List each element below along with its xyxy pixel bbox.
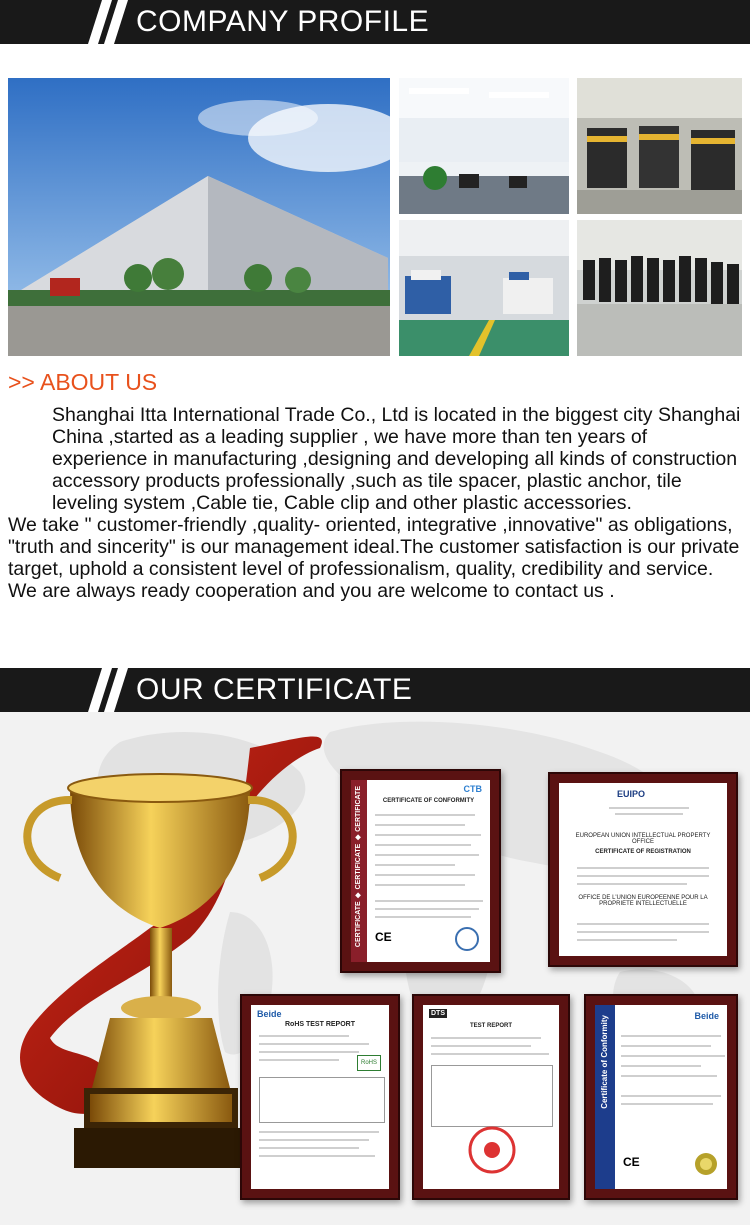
ctb-logo: CTB xyxy=(463,784,482,794)
dts-logo: DTS xyxy=(431,1010,445,1017)
results-table xyxy=(259,1077,385,1123)
about-us-text xyxy=(8,404,746,602)
registration-title: CERTIFICATE OF REGISTRATION xyxy=(595,849,691,855)
dts-test-report xyxy=(412,994,570,1200)
rohs-certificate xyxy=(240,994,400,1200)
red-seal-icon xyxy=(467,1125,517,1175)
certificate-side-band xyxy=(595,1005,615,1189)
factory-building-photo xyxy=(8,78,390,356)
company-profile-band xyxy=(0,0,750,44)
team-photo xyxy=(577,220,742,356)
warehouse-rolls-photo xyxy=(577,78,742,214)
certificate-side-text: Certificate of Conformity xyxy=(600,1015,609,1109)
certificate-of-conformity xyxy=(584,994,738,1200)
about-paragraph-1: Shanghai Itta International Trade Co., Ltd is located in the biggest city Shanghai China ,started as a leading supplier , we have more than ten years of experience in manufacturing ,designing and developing all kinds of construction accessory products professionally ,such as tile spacer, plastic anchor, tile leveling system ,Cable tie, Cable clip and other plastic accessories. xyxy=(52,404,741,514)
slash-decoration-icon xyxy=(88,668,132,712)
beide-logo: Beide xyxy=(257,1009,282,1019)
company-profile-title: COMPANY PROFILE xyxy=(136,5,430,38)
injection-workshop-photo xyxy=(399,220,569,356)
test-report-title: TEST REPORT xyxy=(469,1023,512,1029)
certificate-section xyxy=(0,712,750,1225)
about-us-heading: >> ABOUT US xyxy=(8,369,158,395)
certificate-title: CERTIFICATE OF CONFORMITY xyxy=(382,798,475,804)
certificate-side-text: CERTIFICATE ◆ CERTIFICATE ◆ CERTIFICATE xyxy=(355,786,362,948)
our-certificate-title: OUR CERTIFICATE xyxy=(136,673,413,706)
ce-mark: CE xyxy=(623,1155,640,1169)
about-paragraph-3: We are always ready cooperation and you are welcome to contact us . xyxy=(8,580,615,602)
certificate-side-band xyxy=(351,780,367,962)
about-paragraph-2: We take " customer-friendly ,quality- oriented, integrative ,innovative" as obligations, "truth and sincerity" is our management ideal.The customer satisfaction is our private target, uphold a consistent level of professionalism, quality, credibility and service. xyxy=(8,514,740,580)
euipo-title: EUROPEAN UNION INTELLECTUAL PROPERTY OFFICE xyxy=(575,833,711,845)
our-certificate-band xyxy=(0,668,750,712)
euipo-certificate xyxy=(548,772,738,967)
slash-decoration-icon xyxy=(88,0,132,44)
office-room-photo xyxy=(399,78,569,214)
gold-seal-icon xyxy=(693,1151,719,1177)
rohs-report-title: RoHS TEST REPORT xyxy=(284,1021,355,1028)
beide-logo: Beide xyxy=(694,1011,719,1021)
ctb-certificate xyxy=(340,769,501,973)
seal-icon xyxy=(454,926,480,952)
ce-mark: CE xyxy=(375,930,392,944)
results-table xyxy=(431,1065,553,1127)
euipo-logo: EUIPO xyxy=(617,789,646,799)
euipo-title-fr: OFFICE DE L'UNION EUROPEENNE POUR LA PROPRIETE INTELLECTUELLE xyxy=(578,895,708,907)
rohs-badge: RoHS xyxy=(357,1055,381,1071)
